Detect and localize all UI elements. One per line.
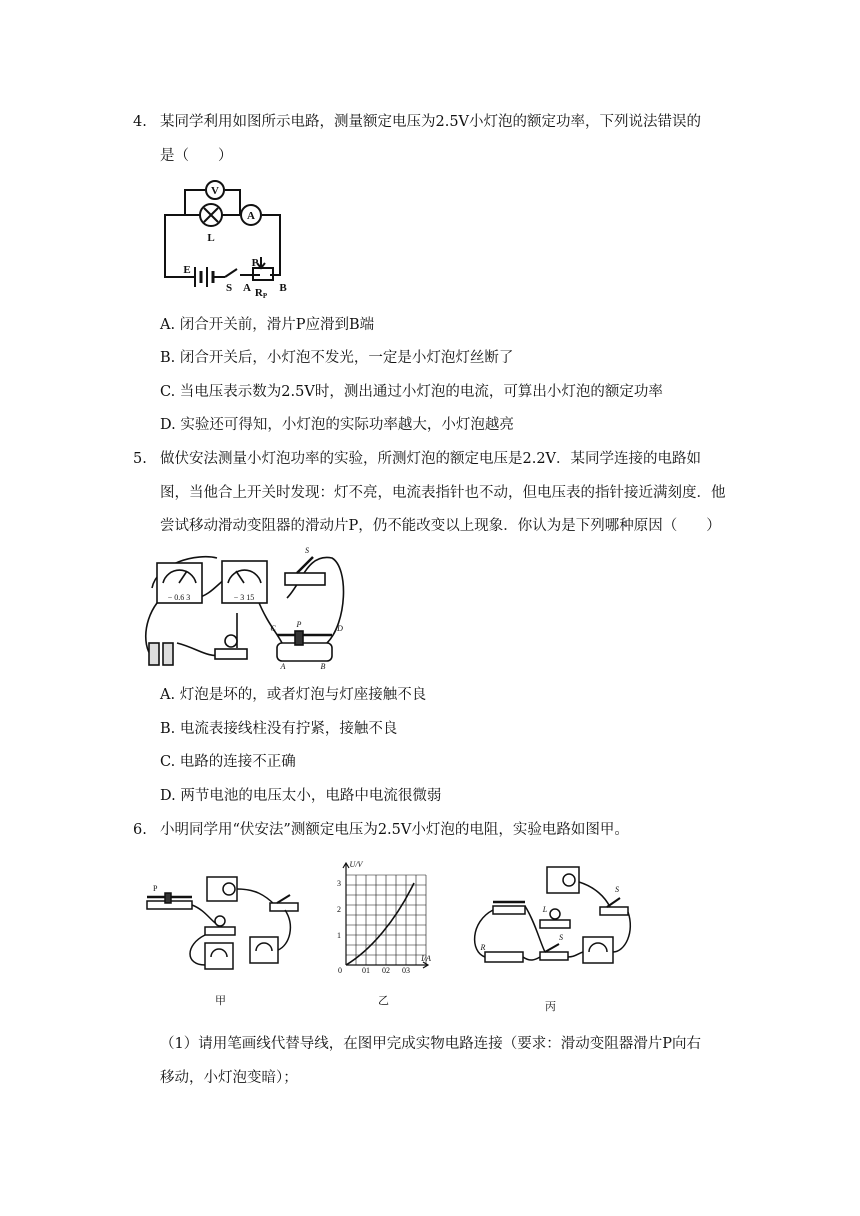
question-6-graph-yi <box>326 855 436 975</box>
question-5-apparatus-photo <box>137 543 352 673</box>
question-6-number: 6. <box>133 822 147 838</box>
q6-graph-ytick-1: 1 <box>337 931 341 940</box>
q6-graph-xtick-3: 03 <box>402 966 410 975</box>
q5-d-label: D <box>337 624 343 633</box>
q5-b-label: B <box>320 662 326 671</box>
q4-lamp-label: L <box>207 232 215 244</box>
q5-switch-label: S <box>305 546 309 555</box>
q6-graph-ytick-2: 2 <box>337 905 341 914</box>
question-5-option-d: D. 两节电池的电压太小，电路中电流很微弱 <box>160 788 442 804</box>
question-4-stem-line2: 是（ ） <box>160 148 233 164</box>
q5-c-label: C <box>270 624 276 633</box>
q6-graph-xtick-0: 0 <box>338 966 342 975</box>
q4-switch-label: S <box>225 282 233 294</box>
question-4-option-c: C. 当电压表示数为2.5V时，测出通过小灯泡的电流，可算出小灯泡的额定功率 <box>160 384 663 400</box>
question-5-stem-line1: 做伏安法测量小灯泡功率的实验，所测灯泡的额定电压是2.2V．某同学连接的电路如 <box>160 451 702 467</box>
question-6-sub1-line2: 移动，小灯泡变暗）； <box>160 1070 298 1086</box>
question-4-option-d: D. 实验还可得知，小灯泡的实际功率越大，小灯泡越亮 <box>160 417 514 433</box>
q4-ammeter-label: A <box>247 210 255 222</box>
q4-end-a-label: A <box>243 282 251 294</box>
q6-fig-jia-slider-label: P <box>153 884 158 893</box>
q4-voltmeter-label: V <box>211 185 219 197</box>
question-4-option-b: B. 闭合开关后，小灯泡不发光，一定是小灯泡灯丝断了 <box>160 350 514 366</box>
question-6-stem-line1: 小明同学用“伏安法”测额定电压为2.5V小灯泡的电阻，实验电路如图甲。 <box>160 822 629 838</box>
question-5-number: 5. <box>133 451 147 467</box>
question-6-sub1-line1: （1）请用笔画线代替导线，在图甲完成实物电路连接（要求：滑动变阻器滑片P向右 <box>160 1036 701 1052</box>
q5-slider-label: P <box>296 620 302 629</box>
q6-graph-xtick-2: 02 <box>382 966 390 975</box>
q6-fig-bing-switch2-label: S <box>559 933 563 942</box>
question-6-figure-bing <box>465 862 635 982</box>
q6-graph-xlabel: I/A <box>421 954 431 963</box>
question-5-option-c: C. 电路的连接不正确 <box>160 754 296 770</box>
q5-voltmeter-terminals: − 3 15 <box>233 593 255 602</box>
question-4-number: 4. <box>133 114 147 130</box>
q5-ammeter-terminals: − 0.6 3 <box>167 593 191 602</box>
question-4-option-a: A. 闭合开关前，滑片P应滑到B端 <box>160 317 375 333</box>
question-4-stem-line1: 某同学利用如图所示电路，测量额定电压为2.5V小灯泡的额定功率，下列说法错误的 <box>160 114 702 130</box>
question-6-caption-jia: 甲 <box>215 994 226 1007</box>
q4-end-b-label: B <box>279 282 287 294</box>
q6-graph-ytick-3: 3 <box>337 879 341 888</box>
question-6-caption-yi: 乙 <box>378 994 389 1007</box>
q4-slider-label: P <box>251 257 259 269</box>
q6-graph-xtick-1: 01 <box>362 966 370 975</box>
q6-graph-ylabel: U/V <box>349 860 363 869</box>
question-5-option-a: A. 灯泡是坏的，或者灯泡与灯座接触不良 <box>160 687 427 703</box>
q4-rheostat-label: RP <box>254 287 268 300</box>
question-6-figure-jia <box>145 865 300 975</box>
question-6-caption-bing: 丙 <box>545 1000 556 1013</box>
q5-a-label: A <box>280 662 286 671</box>
question-4-circuit-diagram <box>155 175 295 305</box>
question-5-option-b: B. 电流表接线柱没有拧紧，接触不良 <box>160 721 398 737</box>
q6-fig-bing-lamp-label: L <box>542 905 548 914</box>
q6-fig-bing-switch1-label: S <box>615 885 619 894</box>
q6-fig-bing-rheostat-label: R <box>480 943 486 952</box>
question-5-stem-line3: 尝试移动滑动变阻器的滑动片P，仍不能改变以上现象．你认为是下列哪种原因（ ） <box>160 518 721 534</box>
question-5-stem-line2: 图，当他合上开关时发现：灯不亮，电流表指针也不动，但电压表的指针接近满刻度．他 <box>160 485 726 501</box>
q4-battery-label: E <box>183 264 191 276</box>
